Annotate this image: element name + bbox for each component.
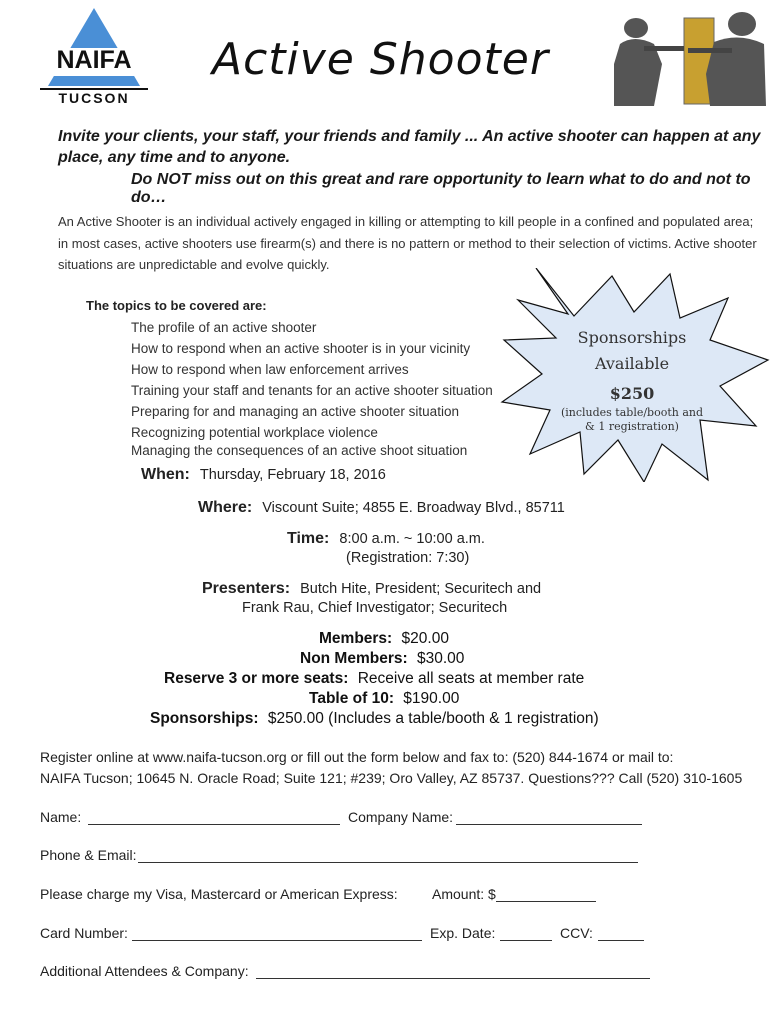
starburst-note: (includes table/booth and	[560, 406, 704, 419]
starburst-shape	[494, 268, 770, 482]
nonmembers-label: Non Members:	[300, 650, 408, 667]
company-field[interactable]	[456, 824, 642, 825]
name-field[interactable]	[88, 824, 340, 825]
soldiers-silhouette-image	[614, 4, 766, 106]
topic-item: Recognizing potential workplace violence	[131, 425, 378, 440]
members-value: $20.00	[401, 630, 449, 647]
presenters-row	[202, 580, 541, 598]
topic-item: Preparing for and managing an active shooter situation	[131, 404, 459, 419]
sponsorships-label: Sponsorships:	[150, 710, 259, 727]
time-value: 8:00 a.m. ~ 10:00 a.m.	[339, 531, 485, 547]
naifa-logo	[34, 8, 152, 104]
card-number-field[interactable]	[132, 940, 422, 941]
exp-date-label: Exp. Date:	[430, 925, 496, 941]
where-label: Where:	[198, 499, 253, 516]
reserve-label: Reserve 3 or more seats:	[164, 670, 349, 687]
register-line-2: NAIFA Tucson; 10645 N. Oracle Road; Suite 121; #239; Oro Valley, AZ 85737. Questions??? Call (520) 310-1605	[40, 770, 743, 786]
description-line-1: An Active Shooter is an individual actively engaged in killing or attempting to kill people in a confined and populated area;	[58, 214, 754, 229]
intro-line-1: Invite your clients, your staff, your friends and family ... An active shooter can happen at any	[58, 128, 761, 145]
presenters-value-2: Frank Rau, Chief Investigator; Securitech	[242, 600, 508, 616]
company-label: Company Name:	[348, 809, 454, 825]
name-label: Name:	[40, 809, 82, 825]
starburst-price: $250	[609, 384, 655, 403]
topics-heading: The topics to be covered are:	[86, 298, 267, 313]
time-note: (Registration: 7:30)	[346, 550, 470, 566]
nonmembers-price-row	[300, 650, 464, 668]
where-value: Viscount Suite; 4855 E. Broadway Blvd., 85711	[262, 500, 565, 516]
members-label: Members:	[319, 630, 393, 647]
intro-line-3: Do NOT miss out on this great and rare opportunity to learn what to do and not to do…	[131, 171, 751, 206]
when-row	[141, 466, 386, 484]
attendees-label: Additional Attendees & Company:	[40, 963, 249, 979]
card-number-label: Card Number:	[40, 925, 128, 941]
when-label: When:	[141, 466, 190, 483]
phone-email-field[interactable]	[138, 862, 638, 863]
sponsorships-price-row	[150, 710, 599, 728]
logo-subtext: TUCSON	[58, 90, 130, 106]
table-price-row	[309, 690, 459, 708]
register-line-1: Register online at www.naifa-tucson.org or fill out the form below and fax to: (520) 844-1674 or mail to:	[40, 749, 674, 765]
presenters-label: Presenters:	[202, 580, 291, 597]
ccv-field[interactable]	[598, 940, 644, 941]
logo-text: NAIFA	[56, 46, 132, 74]
topic-item: Training your staff and tenants for an active shooter situation	[131, 383, 493, 398]
phone-email-label: Phone & Email:	[40, 847, 137, 863]
members-price-row	[319, 630, 449, 648]
page-title: Active Shooter	[212, 34, 549, 85]
starburst-subtitle: Available	[594, 354, 670, 373]
charge-label: Please charge my Visa, Mastercard or American Express:	[40, 886, 398, 902]
nonmembers-value: $30.00	[416, 650, 465, 667]
presenters-value: Butch Hite, President; Securitech and	[300, 581, 542, 597]
when-value: Thursday, February 18, 2016	[199, 467, 386, 483]
description-line-3: situations are unpredictable and evolve quickly.	[58, 257, 330, 272]
starburst-note: & 1 registration)	[585, 420, 679, 433]
table-label: Table of 10:	[309, 690, 394, 707]
sponsorship-starburst	[494, 268, 770, 482]
intro-line-2: place, any time and to anyone.	[58, 149, 291, 166]
sponsorships-value: $250.00 (Includes a table/booth & 1 registration)	[267, 710, 599, 727]
where-row	[198, 499, 565, 517]
reserve-value: Receive all seats at member rate	[357, 670, 585, 687]
table-value: $190.00	[403, 690, 460, 707]
reserve-row	[164, 670, 584, 688]
starburst-title: Sponsorships	[577, 328, 687, 347]
time-row	[287, 530, 485, 548]
amount-label: Amount: $	[432, 886, 496, 902]
topic-item: How to respond when law enforcement arrives	[131, 362, 409, 377]
topic-item: How to respond when an active shooter is in your vicinity	[131, 341, 471, 356]
topic-item: The profile of an active shooter	[131, 320, 317, 335]
ccv-label: CCV:	[560, 925, 593, 941]
description-line-2: in most cases, active shooters use firearm(s) and there is no pattern or method to their selection of victims. Active shooter	[58, 236, 757, 251]
attendees-field[interactable]	[256, 978, 650, 979]
exp-date-field[interactable]	[500, 940, 552, 941]
topic-item: Managing the consequences of an active shoot situation	[131, 443, 468, 458]
time-label: Time:	[287, 530, 330, 547]
amount-field[interactable]	[496, 901, 596, 902]
